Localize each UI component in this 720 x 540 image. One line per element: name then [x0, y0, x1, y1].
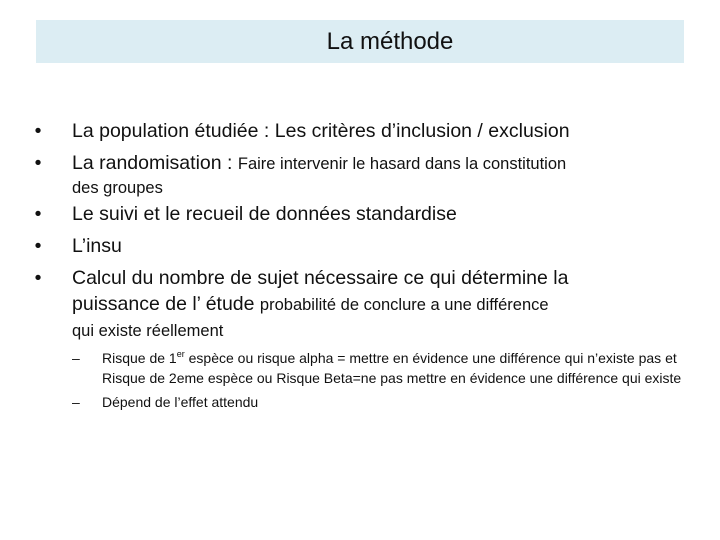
sub-text: Dépend de l’effet attendu	[102, 394, 259, 410]
bullet-randomisation	[28, 150, 698, 199]
bullet-mark: •	[34, 120, 42, 142]
superscript: er	[176, 349, 185, 359]
bullet-detail-cont: des groupes	[72, 179, 163, 197]
sub-text: Risque de 1	[102, 350, 177, 366]
bullet-calcul	[28, 265, 698, 344]
sub-bullet-risque	[28, 348, 698, 388]
bullet-detail: probabilité de conclure a une différence	[259, 296, 549, 314]
bullet-text: Le suivi et le recueil de données standardise	[72, 203, 457, 225]
bullet-mark: •	[34, 235, 42, 257]
bullet-detail-cont: qui existe réellement	[72, 322, 224, 340]
bullet-mark: •	[34, 203, 42, 225]
dash-mark: –	[72, 394, 80, 410]
bullet-mark: •	[34, 267, 42, 289]
bullet-text: La population étudiée : Les critères d’inclusion / exclusion	[72, 120, 570, 142]
dash-mark: –	[72, 350, 80, 366]
slide-title: La méthode	[326, 27, 454, 55]
sub-bullet-effet	[28, 392, 698, 412]
bullet-insu	[28, 233, 698, 259]
bullet-mark: •	[34, 152, 42, 174]
sub-text-cont: espèce ou risque alpha = mettre en évidence une différence qui n’existe pas et Risque de 2eme espèce ou Risque Beta=ne pas mettre en évidence une différence qui existe	[102, 350, 682, 386]
bullet-suivi	[28, 201, 698, 227]
bullet-text: L’insu	[72, 235, 122, 257]
bullet-list	[28, 118, 698, 412]
bullet-text: La randomisation :	[72, 152, 238, 174]
bullet-population	[28, 118, 698, 144]
title-bar	[36, 20, 684, 63]
bullet-text-cont: puissance de l’ étude	[72, 293, 260, 315]
bullet-detail: Faire intervenir le hasard dans la constitution	[237, 155, 567, 173]
bullet-text: Calcul du nombre de sujet nécessaire ce qui détermine la	[72, 267, 569, 289]
